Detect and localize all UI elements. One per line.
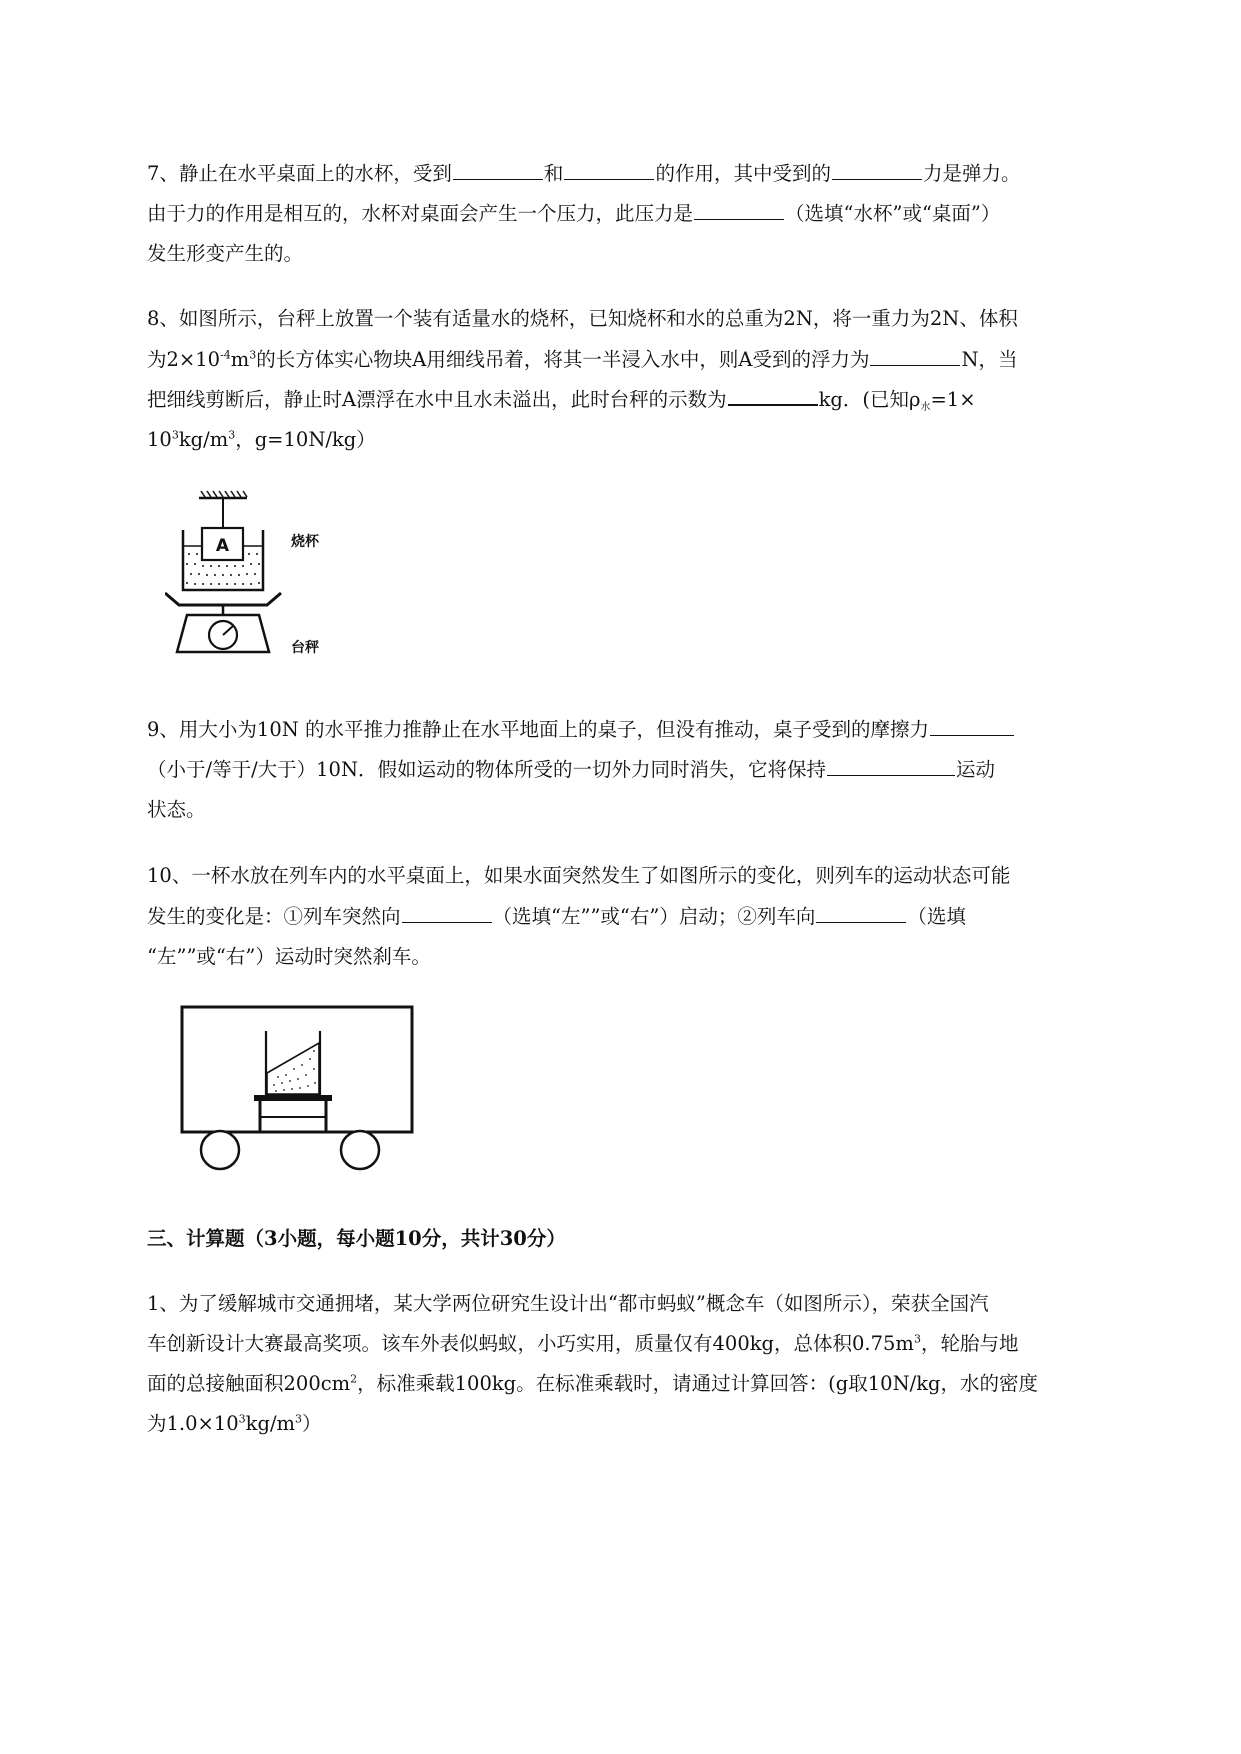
wheel-left xyxy=(201,1131,239,1169)
q10-text: 发生的变化是：①列车突然向 xyxy=(147,905,401,928)
answer-blank[interactable] xyxy=(832,178,922,180)
q7-line-2 xyxy=(147,198,1000,226)
calc1-text: 为1.0×10 xyxy=(147,1412,239,1435)
q9-text: （小于/等于/大于）10N．假如运动的物体所受的一切外力同时消失，它将保持 xyxy=(147,758,827,781)
q8-line-1: 8、如图所示，台秤上放置一个装有适量水的烧杯，已知烧杯和水的总重为2N，将一重力为2N、体积 xyxy=(147,307,1018,330)
answer-blank[interactable] xyxy=(402,921,492,923)
calc1-text: kg/m xyxy=(245,1412,296,1435)
q10-line-3: “左””或“右”）运动时突然刹车。 xyxy=(147,945,431,968)
q9-line-3: 状态。 xyxy=(147,798,206,821)
q10-line-1: 10、一杯水放在列车内的水平桌面上，如果水面突然发生了如图所示的变化，则列车的运动状态可能 xyxy=(147,864,1011,887)
q8-text: m xyxy=(230,348,250,371)
q7-line-3: 发生形变产生的。 xyxy=(147,242,304,265)
q8-text: kg．(已知ρ xyxy=(818,388,921,411)
answer-blank[interactable] xyxy=(564,178,654,180)
q9-line-2 xyxy=(147,754,995,782)
train-cup-figure xyxy=(170,995,420,1175)
label-scale: 台秤 xyxy=(291,640,319,656)
q8-line-4 xyxy=(147,424,376,452)
answer-blank[interactable] xyxy=(930,734,1014,736)
q9-line-1 xyxy=(147,714,1015,742)
exponent: 3 xyxy=(228,428,236,442)
q8-text: 为2×10 xyxy=(147,348,221,371)
exponent: 3 xyxy=(171,428,179,442)
q7-text: 由于力的作用是相互的，水杯对桌面会产生一个压力，此压力是 xyxy=(147,202,694,225)
section-title: 三、计算题（3小题，每小题10分，共计30分） xyxy=(147,1227,566,1250)
calc1-text: 面的总接触面积200cm xyxy=(147,1372,351,1395)
answer-blank[interactable] xyxy=(694,218,784,220)
calc1-text: ） xyxy=(302,1412,322,1435)
q7-text: 的作用，其中受到的 xyxy=(655,162,831,185)
q8-text: N，当 xyxy=(961,348,1018,371)
exponent: 3 xyxy=(295,1412,303,1426)
calc1-text: ，标准乘载100kg。在标准乘载时，请通过计算回答：(g取10N/kg，水的密度 xyxy=(357,1372,1038,1395)
q8-text: 的长方体实心物块A用细线吊着，将其一半浸入水中，则A受到的浮力为 xyxy=(256,348,870,371)
q8-text: 10 xyxy=(147,428,172,451)
calc1-text: 车创新设计大赛最高奖项。该车外表似蚂蚁，小巧实用，质量仅有400kg，总体积0.75m xyxy=(147,1332,914,1355)
ceiling-hatch xyxy=(201,491,247,497)
answer-blank[interactable] xyxy=(870,364,960,366)
calc1-line-1: 1、为了缓解城市交通拥堵，某大学两位研究生设计出“都市蚂蚁”概念车（如图所示），荣获全国汽 xyxy=(147,1292,989,1315)
q7-text: 和 xyxy=(543,162,564,185)
q7-line-1 xyxy=(147,158,1020,186)
q8-line-2 xyxy=(147,344,1018,372)
q7-text: 7、静止在水平桌面上的水杯，受到 xyxy=(147,162,452,185)
q7-text: 力是弹力。 xyxy=(922,162,1021,185)
answer-blank[interactable] xyxy=(816,921,906,923)
calc1-line-2 xyxy=(147,1328,1018,1356)
q8-text: ，g=10N/kg） xyxy=(235,428,376,451)
beaker-scale-figure xyxy=(165,490,345,665)
q9-text: 9、用大小为10N 的水平推力推静止在水平地面上的桌子，但没有推动，桌子受到的摩擦力 xyxy=(147,718,929,741)
q10-text: （选填“左””或“右”）启动；②列车向 xyxy=(492,905,816,928)
q10-line-2 xyxy=(147,901,966,929)
q8-text: =1× xyxy=(930,388,976,411)
scale-pan xyxy=(165,593,281,605)
q8-line-3 xyxy=(147,384,976,413)
exponent: 3 xyxy=(249,348,257,362)
subscript: 水 xyxy=(920,402,931,413)
calc1-line-3 xyxy=(147,1368,1038,1396)
block-a-label: A xyxy=(215,536,230,556)
calc1-line-4 xyxy=(147,1408,322,1436)
q7-text: （选填“水杯”或“桌面”） xyxy=(785,202,1001,225)
exponent: -4 xyxy=(220,348,231,362)
exponent: 2 xyxy=(350,1372,358,1386)
answer-blank[interactable] xyxy=(728,403,818,406)
q10-text: （选填 xyxy=(907,905,966,928)
table-top xyxy=(254,1095,332,1101)
exponent: 3 xyxy=(238,1412,246,1426)
label-beaker: 烧杯 xyxy=(291,534,319,550)
q8-text: 把细线剪断后，静止时A漂浮在水中且水未溢出，此时台秤的示数为 xyxy=(147,388,727,411)
wheel-right xyxy=(341,1131,379,1169)
exponent: 3 xyxy=(913,1332,921,1346)
answer-blank[interactable] xyxy=(453,178,543,180)
answer-blank[interactable] xyxy=(827,774,955,776)
calc1-text: ，轮胎与地 xyxy=(920,1332,1019,1355)
q9-text: 运动 xyxy=(956,758,996,781)
q8-text: kg/m xyxy=(178,428,229,451)
